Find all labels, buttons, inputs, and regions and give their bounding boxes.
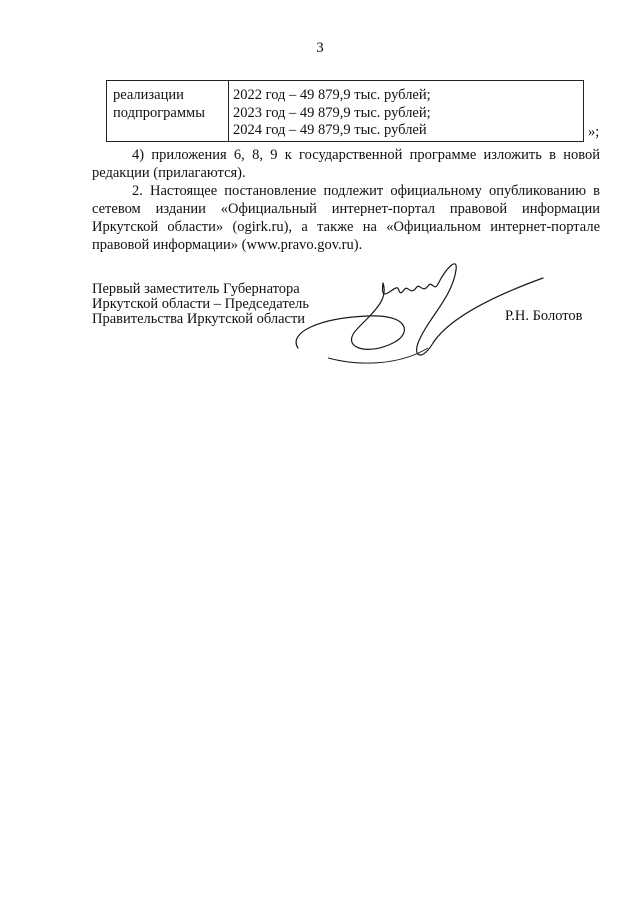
signatory-title-line: Первый заместитель Губернатора [92,281,300,297]
funding-table [106,80,584,142]
page-number: 3 [316,40,324,56]
signatory-name: Р.Н. Болотов [505,308,583,324]
closing-quote: »; [588,124,600,140]
signatory-title-line: Иркутской области – Председатель [92,296,309,312]
table-label-cell [107,81,229,141]
table-label-line: реализации [113,87,184,103]
table-value-line: 2023 год – 49 879,9 тыс. рублей; [233,104,431,121]
table-label-line: подпрограммы [113,104,205,121]
table-value-cell [229,81,583,141]
table-value-line: 2022 год – 49 879,9 тыс. рублей; [233,87,431,103]
signatory-title [92,282,309,327]
signatory-title-line: Правительства Иркутской области [92,311,306,327]
paragraph-publication: 2. Настоящее постановление подлежит официальному опубликованию в сетевом издании «Официальный интернет-портал правовой информации Иркутской области» (ogirk.ru), а также на «Официальном интернет-портале правовой информации» (www.pravo.gov.ru). [92,183,600,253]
paragraph-appendices: 4) приложения 6, 8, 9 к государственной программе изложить в новой редакции (прилагаются). [92,147,600,181]
table-value-line: 2024 год – 49 879,9 тыс. рублей [233,122,427,138]
